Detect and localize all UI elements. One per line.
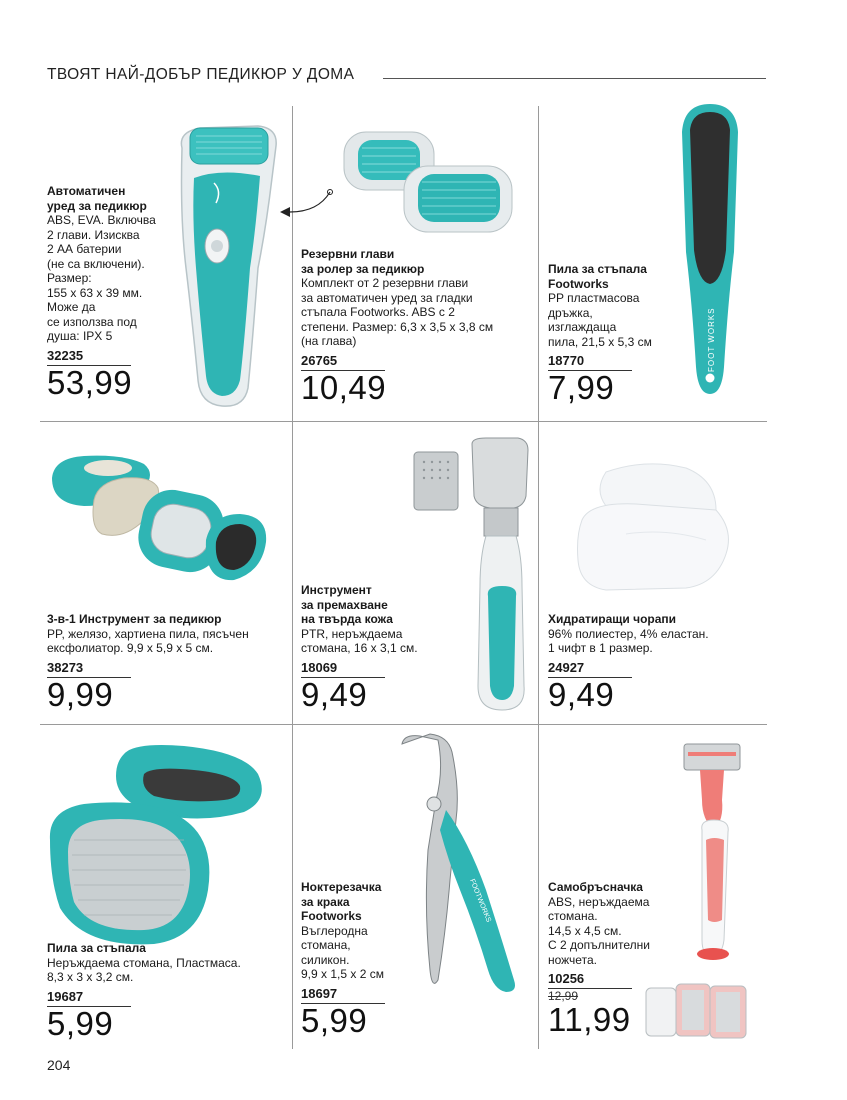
product-code: 10256 [548,971,585,986]
product-code: 24927 [548,659,585,675]
product-description: Неръждаема стомана, Пластмаса. 8,3 х 3 х 3,2 см. [47,955,241,984]
product-code: 18069 [301,659,338,675]
product-name: Инструмент за премахване на твърда кожа [301,583,393,626]
product-code: 32235 [47,347,84,363]
product-description: PTR, неръждаема стомана, 16 х 3,1 см. [301,626,418,655]
product-description: Въглеродна стомана, силикон. 9,9 х 1,5 х 2 см [301,923,384,981]
product-price: 5,99 [47,1004,114,1042]
page-title: ТВОЯТ НАЙ-ДОБЪР ПЕДИКЮР У ДОМА [47,66,355,83]
product-name: Хидратиращи чорапи [548,612,677,626]
product-price: 53,99 [47,363,133,401]
product-card-6 [548,612,758,713]
product-price: 11,99 [548,1001,631,1038]
foot-file-image [674,102,746,397]
product-description: 96% полиестер, 4% еластан. 1 чифт в 1 размер. [548,626,709,655]
product-code: 38273 [47,659,84,675]
product-description: Комплект от 2 резервни глави за автоматичен уред за гладки стъпала Footworks. ABS с 2 степени. Размер: 6,3 х 3,5 х 3,8 см (на глава) [301,276,494,348]
product-name: Ноктерезачка за крака Footworks [301,880,382,923]
product-code: 18697 [301,985,338,1001]
page-number: 204 [47,1057,71,1073]
grid-divider-h2 [40,724,767,725]
product-price: 10,49 [301,368,387,406]
product-name: Резервни глави за ролер за педикюр [301,247,425,276]
product-card-5 [301,583,441,713]
product-card-4 [47,612,287,713]
toenail-clipper-image [390,730,530,995]
product-code: 26765 [301,352,338,368]
product-card-1 [47,184,187,401]
grid-divider-h1 [40,421,767,422]
title-rule [383,78,766,79]
product-card-8 [301,880,411,1039]
product-card-7 [47,941,287,1042]
product-name: Самобръсначка [548,880,643,894]
product-description: ABS, неръждаема стомана. 14,5 х 4,5 см. С 2 допълнителни ножчета. [548,894,650,967]
old-price: 12,99 [548,989,579,1003]
three-in-one-tool-image [44,448,274,588]
product-code: 19687 [47,988,84,1004]
product-price: 9,49 [301,675,368,713]
product-description: ABS, EVA. Включва 2 глави. Изисква 2 АА батерии (не са включени). Размер: 155 х 63 х 39 мм. Може да се използва под душа: IPX 5 [47,213,156,343]
product-description: PP, желязо, хартиена пила, пясъчен ексфолиатор. 9,9 х 5,9 х 5 см. [47,626,249,655]
foot-file-set-image [44,740,274,950]
product-card-9 [548,880,678,1038]
product-name: Пила за стъпала [47,941,146,955]
file-brand-text: FOOT WORKS [707,307,716,372]
product-price: 7,99 [548,369,615,406]
product-price: 5,99 [301,1001,368,1039]
product-card-3 [548,262,678,406]
product-name: Автоматичен уред за педикюр [47,184,147,213]
product-price: 9,49 [548,675,615,713]
replacement-roller-heads-image [338,118,518,238]
grid-divider-v2 [538,106,539,1049]
product-name: 3-в-1 Инструмент за педикюр [47,612,222,626]
product-name: Пила за стъпала Footworks [548,262,647,291]
product-price: 9,99 [47,675,114,713]
clipper-brand-text: FOOTWORKS [468,878,492,924]
arrow-icon [278,188,338,220]
grid-divider-v1 [292,106,293,1049]
moisturizing-socks-image [566,450,746,600]
product-code: 18770 [548,353,585,368]
product-card-2 [301,247,537,406]
product-description: PP пластмасова дръжка, изглаждаща пила, 21,5 х 5,3 см [548,291,652,349]
